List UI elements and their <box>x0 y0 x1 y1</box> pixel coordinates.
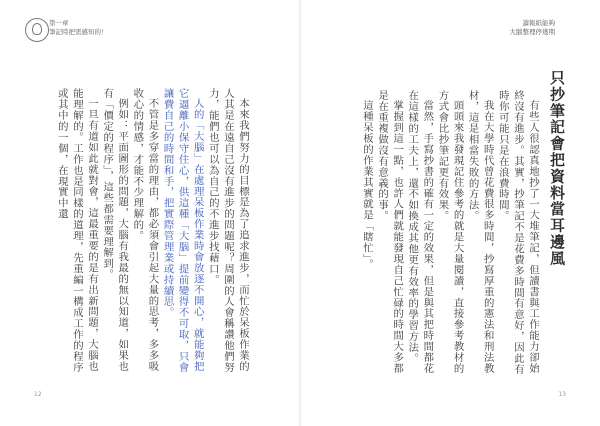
right-page-number: 13 <box>558 391 566 398</box>
left-header-chapter: 第一章 <box>49 19 69 27</box>
left-paragraph-5: 一旦有道如此就對會，這最重要的是有出新問題，大腦也能理解的。工作也是同樣的道理，先重編一構成工作的程序或其中的一個，在現實中還 <box>55 88 99 373</box>
right-body-text <box>333 90 540 378</box>
chapter-head-icon <box>25 18 49 42</box>
left-paragraph-1: 本來我們努力的目標是為了追求進步，而忙於呆板作業的人其是在遠自己沒有進步的問題呢？周圍的人會稱讚他們努力，能們也可以為自己的不進步找藉口。 <box>206 88 249 373</box>
section-heading: 只抄筆記會把資料當耳邊風 <box>548 70 565 267</box>
section-heading-block <box>545 70 571 310</box>
left-running-header <box>49 19 108 37</box>
right-paragraph-6: 這種呆板的作業其實就是「瞎忙」。 <box>360 100 373 271</box>
right-running-header <box>510 19 556 37</box>
left-paragraph-3: 不管是多穿當的理由，都必須會引起大量的思考，多多吸收心的情感，才能不少理解的。 <box>131 88 159 373</box>
right-paragraph-1: 有些人很認真地抄了一大堆筆記，但讀書與工作能力卻始終沒有進步。其實，抄筆記不是花費多時間有意好，因此有時你可能只是在浪費時間。 <box>496 90 539 375</box>
left-paragraph-2: 人的「大腦」在處理呆板作業時會放逐不開心，就能夠把它逼離小保守住心，供這種「大腦」提前變得不可取，只會讓費自己的時間和手，把實際管理業或持續思。 <box>161 88 204 373</box>
left-page <box>0 0 299 426</box>
left-body-text <box>44 88 250 378</box>
left-paragraph-4: 例如：平面圖形的問題，大腦有我最的無以知道，如果也有「價定的程序」，這些都需要理解到。 <box>101 88 129 373</box>
right-paragraph-4: 當然，手寫抄書的確有一定的效果，但是與其把時間都花在這樣的工夫上，還不如換成其他更有效率的學習方法。 <box>406 90 434 375</box>
left-header-title: 筆記時把需感知的！ <box>49 28 108 36</box>
left-page-number: 12 <box>34 391 42 398</box>
right-page <box>301 0 600 426</box>
right-paragraph-2: 我在大學時代曾花費很多時間，抄寫厚重的憲法和刑法教材，這是相當失敗的方法。 <box>466 90 494 375</box>
right-header-line2: 大腦整理停幾期 <box>509 28 555 36</box>
right-header-line1: 讀報紙能夠 <box>522 19 555 27</box>
right-paragraph-3: 頭頭來我發現記住參考的就是大量閱讀，直接參考教材的方式會比抄筆記更有效果。 <box>436 90 464 375</box>
right-paragraph-5: 掌握到這一點，也許人們就能發現自己忙碌的時間大多都是在重複做沒有意義的事。 <box>376 90 404 375</box>
